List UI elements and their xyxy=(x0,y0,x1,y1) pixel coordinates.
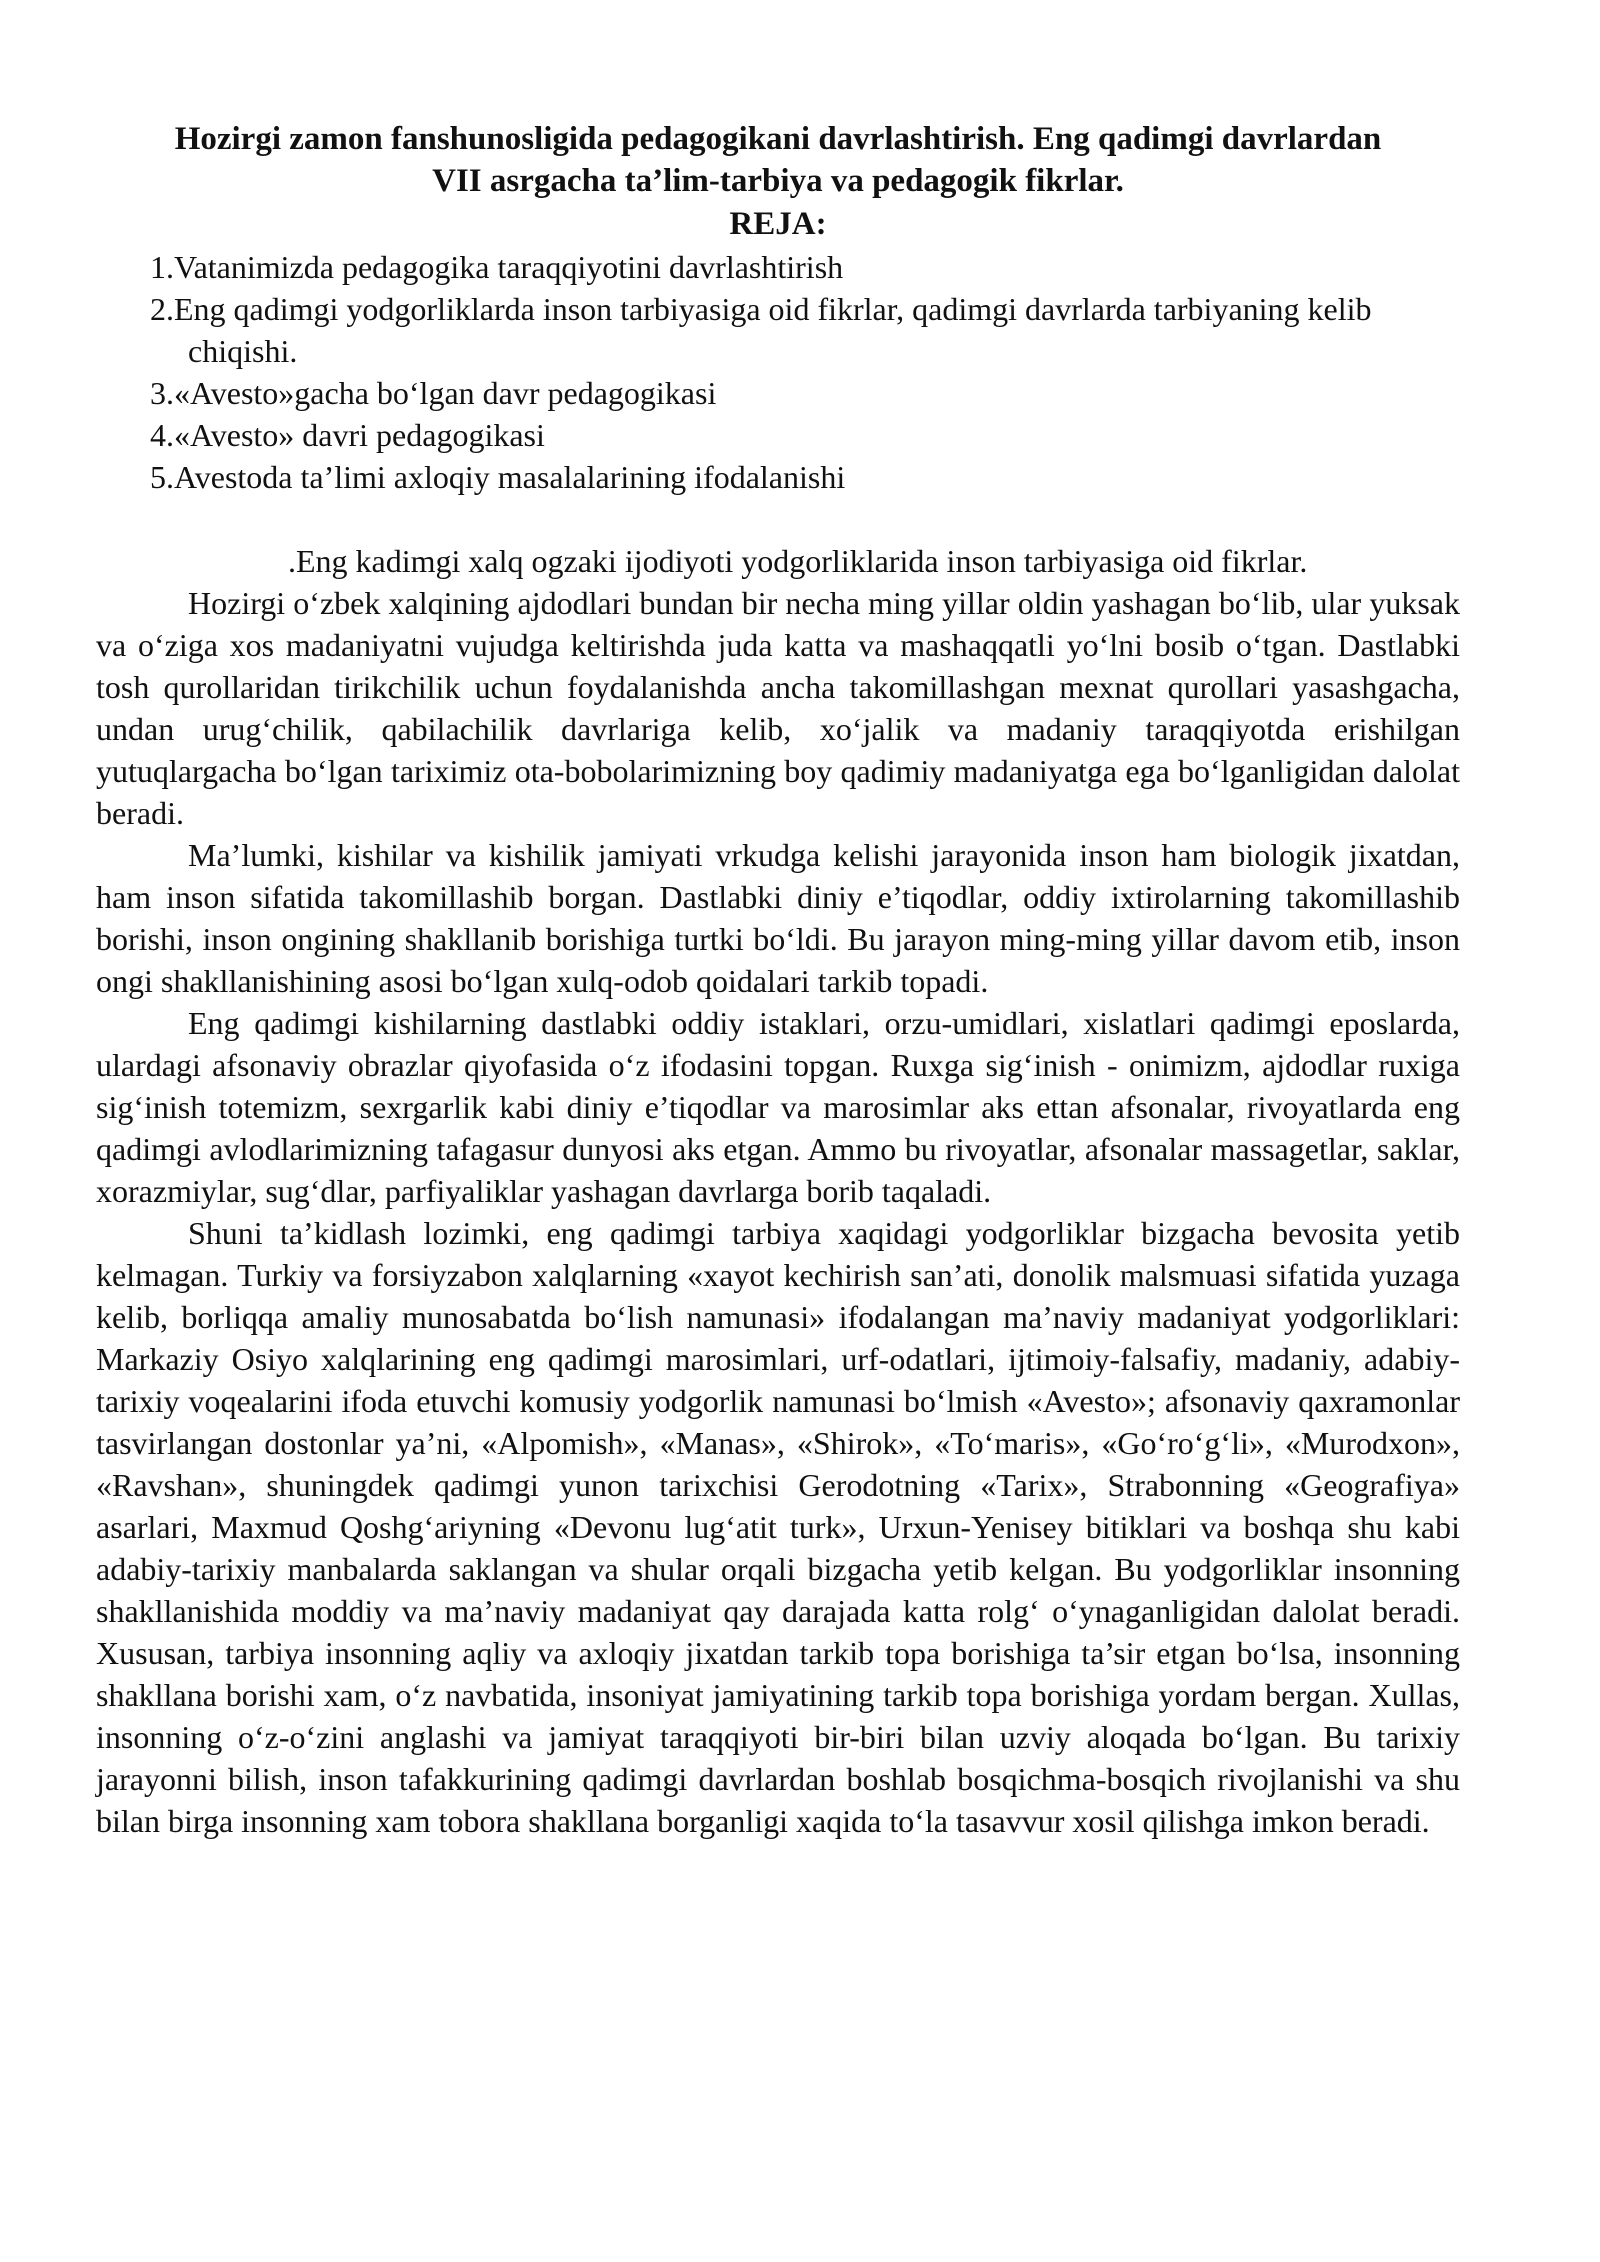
title-line-1: Hozirgi zamon fanshunosligida pedagogikani davrlashtirish. Eng qadimgi davrlardan xyxy=(174,121,1382,157)
plan-item: 2.Eng qadimgi yodgorliklarda inson tarbiyasiga oid fikrlar, qadimgi davrlarda tarbiyaning kelib chiqishi. xyxy=(150,291,1372,369)
document-title xyxy=(96,118,1460,202)
plan-item: 1.Vatanimizda pedagogika taraqqiyotini davrlashtirish xyxy=(150,249,844,285)
body-paragraph: Ma’lumki, kishilar va kishilik jamiyati vrkudga kelishi jarayonida inson ham biologik jixatdan, ham inson sifatida takomillashib borgan. Dastlabki diniy e’tiqodlar, oddiy ixtirolarning takomillashib borishi, inson ongining shakllanib borishiga turtki bo‘ldi. Bu jarayon ming-ming yillar davom etib, inson ongi shakllanishining asosi bo‘lgan xulq-odob qoidalari tarkib topadi. xyxy=(96,837,1460,999)
body-paragraph: Hozirgi o‘zbek xalqining ajdodlari bundan bir necha ming yillar oldin yashagan bo‘lib, ular yuksak va o‘ziga xos madaniyatni vujudga keltirishda juda katta va mashaqqatli yo‘lni bosib o‘tgan. Dastlabki tosh qurollaridan tirikchilik uchun foydalanishda ancha takomillashgan mexnat qurollari yasashgacha, undan urug‘chilik, qabilachilik davrlariga kelib, xo‘jalik va madaniy taraqqiyotda erishilgan yutuqlargacha bo‘lgan tariximiz ota-bobolarimizning boy qadimiy madaniyatga ega bo‘lganligidan dalolat beradi. xyxy=(96,585,1460,831)
section-subtitle: .Eng kadimgi xalq ogzaki ijodiyoti yodgorliklarida inson tarbiyasiga oid fikrlar. xyxy=(288,543,1308,579)
body-paragraph: Shuni ta’kidlash lozimki, eng qadimgi tarbiya xaqidagi yodgorliklar bizgacha bevosita yetib kelmagan. Turkiy va forsiyzabon xalqlarning «xayot kechirish san’ati, donolik malsmuasi sifatida yuzaga kelib, borliqqa amaliy munosabatda bo‘lish namunasi» ifodalangan ma’naviy madaniyat yodgorliklari: Markaziy Osiyo xalqlarining eng qadimgi marosimlari, urf-odatlari, ijtimoiy-falsafiy, madaniy, adabiy-tarixiy voqealarini ifoda etuvchi komusiy yodgorlik namunasi bo‘lmish «Avesto»; afsonaviy qaxramonlar tasvirlangan dostonlar ya’ni, «Alpomish», «Manas», «Shirok», «To‘maris», «Go‘ro‘g‘li», «Murodxon», «Ravshan», shuningdek qadimgi yunon tarixchisi Gerodotning «Tarix», Strabonning «Geografiya» asarlari, Maxmud Qoshg‘ariyning «Devonu lug‘atit turk», Urxun-Yenisey bitiklari va boshqa shu kabi adabiy-tarixiy manbalarda saklangan va shular orqali bizgacha yetib kelgan. Bu yodgorliklar insonning shakllanishida moddiy va ma’naviy madaniyat qay darajada katta rolg‘ o‘ynaganligidan dalolat beradi. Xususan, tarbiya insonning aqliy va axloqiy jixatdan tarkib topa borishiga ta’sir etgan bo‘lsa, insonning shakllana borishi xam, o‘z navbatida, insoniyat jamiyatining tarkib topa borishiga yordam bergan. Xullas, insonning o‘z-o‘zini anglashi va jamiyat taraqqiyoti bir-biri bilan uzviy aloqada bo‘lgan. Bu tarixiy jarayonni bilish, inson tafakkurining qadimgi davrlardan boshlab bosqichma-bosqich rivojlanishi va shu bilan birga insonning xam tobora shakllana borganligi xaqida to‘la tasavvur xosil qilishga imkon beradi. xyxy=(96,1215,1460,1839)
title-line-2: VII asrgacha ta’lim-tarbiya va pedagogik fikrlar. xyxy=(432,163,1124,199)
plan-heading: REJA: xyxy=(729,206,827,242)
plan-item: 4.«Avesto» davri pedagogikasi xyxy=(150,417,545,453)
plan-item: 3.«Avesto»gacha bo‘lgan davr pedagogikasi xyxy=(150,375,717,411)
plan-item: 5.Avestoda ta’limi axloqiy masalalarining ifodalanishi xyxy=(150,459,846,495)
plan-list xyxy=(96,246,1460,498)
document-page xyxy=(96,118,1460,1842)
body-paragraph: Eng qadimgi kishilarning dastlabki oddiy istaklari, orzu-umidlari, xislatlari qadimgi eposlarda, ulardagi afsonaviy obrazlar qiyofasida o‘z ifodasini topgan. Ruxga sig‘inish - onimizm, ajdodlar ruxiga sig‘inish totemizm, sexrgarlik kabi diniy e’tiqodlar va marosimlar aks ettan afsonalar, rivoyatlarda eng qadimgi avlodlarimizning tafagasur dunyosi aks etgan. Ammo bu rivoyatlar, afsonalar massagetlar, saklar, xorazmiylar, sug‘dlar, parfiyaliklar yashagan davrlarga borib taqaladi. xyxy=(96,1005,1460,1209)
